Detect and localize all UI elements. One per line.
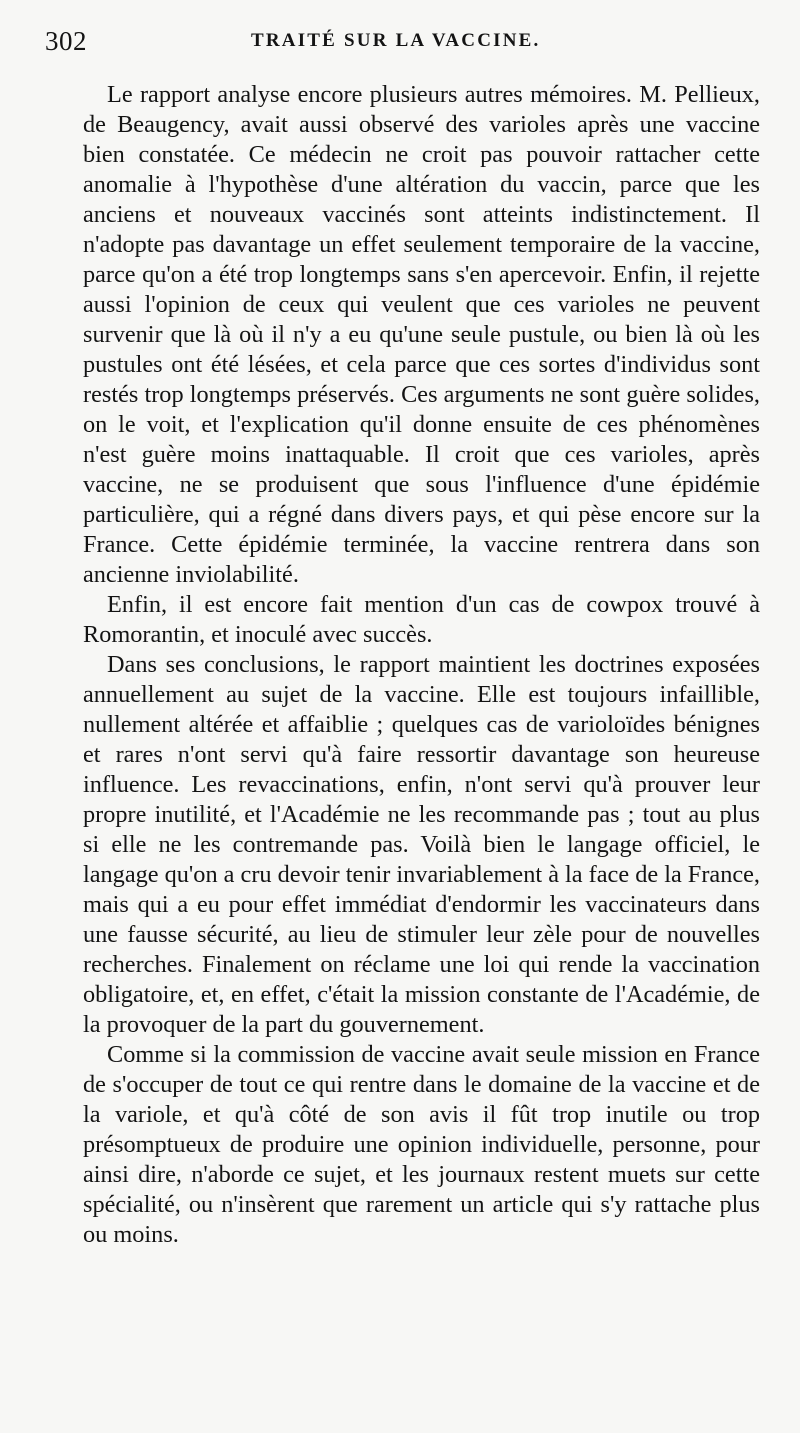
page-number: 302 (45, 26, 87, 56)
paragraph: Enfin, il est encore fait mention d'un cas de cowpox trouvé à Romorantin, et inoculé avec succès. (83, 591, 760, 648)
paragraph: Dans ses conclusions, le rapport maintient les doctrines exposées annuellement au sujet de la vaccine. Elle est toujours infaillible, nullement altérée et affaiblie ; quelques cas de varioloïdes bénignes et rares n'ont servi qu'à faire ressortir davantage son heureuse influence. Les revaccinations, enfin, n'ont servi qu'à prouver leur propre inutilité, et l'Académie ne les recommande pas ; tout au plus si elle ne les contremande pas. Voilà bien le langage officiel, le langage qu'on a cru devoir tenir invariablement à la face de la France, mais qui a eu pour effet immédiat d'endormir les vaccinateurs dans une fausse sécurité, au lieu de stimuler leur zèle pour de nouvelles recherches. Finalement on réclame une loi qui rende la vaccination obligatoire, et, en effet, c'était la mission constante de l'Académie, de la provoquer de la part du gouvernement. (83, 651, 760, 1038)
body-text (83, 80, 760, 1250)
paragraph: Comme si la commission de vaccine avait seule mission en France de s'occuper de tout ce qui rentre dans le domaine de la vaccine et de la variole, et qu'à côté de son avis il fût trop inutile ou trop présomptueux de produire une opinion individuelle, personne, pour ainsi dire, n'aborde ce sujet, et les journaux restent muets sur cette spécialité, ou n'insèrent que rarement un article qui s'y rattache plus ou moins. (83, 1041, 760, 1248)
paragraph: Le rapport analyse encore plusieurs autres mémoires. M. Pellieux, de Beaugency, avait aussi observé des varioles après une vaccine bien constatée. Ce médecin ne croit pas pouvoir rattacher cette anomalie à l'hypothèse d'une altération du vaccin, parce que les anciens et nouveaux vaccinés sont atteints indistinctement. Il n'adopte pas davantage un effet seulement temporaire de la vaccine, parce qu'on a été trop longtemps sans s'en apercevoir. Enfin, il rejette aussi l'opinion de ceux qui veulent que ces varioles ne peuvent survenir que là où il n'y a eu qu'une seule pustule, ou bien là où les pustules ont été lésées, et cela parce que ces sortes d'individus sont restés trop longtemps préservés. Ces arguments ne sont guère solides, on le voit, et l'explication qu'il donne ensuite de ces phénomènes n'est guère moins inattaquable. Il croit que ces varioles, après vaccine, ne se produisent que sous l'influence d'une épidémie particulière, qui a régné dans divers pays, et qui pèse encore sur la France. Cette épidémie terminée, la vaccine rentrera dans son ancienne inviolabilité. (83, 81, 760, 588)
page-header (45, 26, 765, 66)
running-title: TRAITÉ SUR LA VACCINE. (251, 30, 541, 51)
